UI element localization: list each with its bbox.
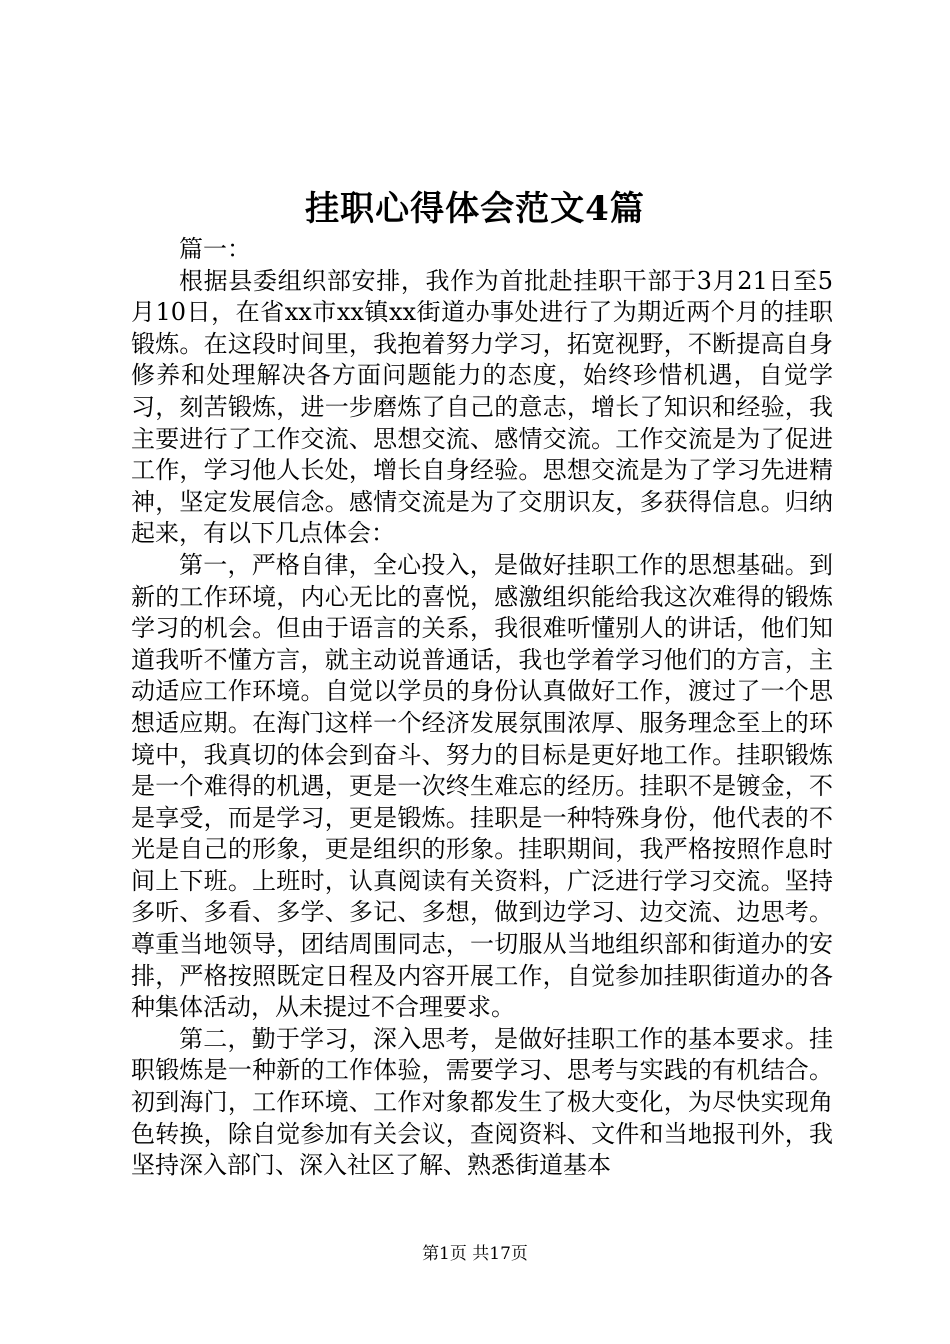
page-footer: 第1页 共17页 bbox=[422, 1244, 528, 1264]
document-body bbox=[131, 234, 833, 1182]
body-paragraph-first: 第一，严格自律，全心投入，是做好挂职工作的思想基础。到新的工作环境，内心无比的喜悦，感激组织能给我这次难得的锻炼学习的机会。但由于语言的关系，我很难听懂别人的讲话，他们知道我听不懂方言，就主动说普通话，我也学着学习他们的方言，主动适应工作环境。自觉以学员的身份认真做好工作，渡过了一个思想适应期。在海门这样一个经济发展氛围浓厚、服务理念至上的环境中，我真切的体会到奋斗、努力的目标是更好地工作。挂职锻炼是一个难得的机遇，更是一次终生难忘的经历。挂职不是镀金，不是享受，而是学习，更是锻炼。挂职是一种特殊身份，他代表的不光是自己的形象，更是组织的形象。挂职期间，我严格按照作息时间上下班。上班时，认真阅读有关资料，广泛进行学习交流。坚持多听、多看、多学、多记、多想，做到边学习、边交流、边思考。尊重当地领导，团结周围同志，一切服从当地组织部和街道办的安排，严格按照既定日程及内容开展工作，自觉参加挂职街道办的各种集体活动，从未提过不合理要求。 bbox=[131, 550, 833, 1022]
body-paragraph-second: 第二，勤于学习，深入思考，是做好挂职工作的基本要求。挂职锻炼是一种新的工作体验，需要学习、思考与实践的有机结合。初到海门，工作环境、工作对象都发生了极大变化，为尽快实现角色转换，除自觉参加有关会议，查阅资料、文件和当地报刊外，我坚持深入部门、深入社区了解、熟悉街道基本 bbox=[131, 1024, 833, 1180]
section-heading: 篇一： bbox=[179, 235, 251, 263]
document-title: 挂职心得体会范文4篇 bbox=[305, 189, 645, 229]
body-paragraph-intro: 根据县委组织部安排，我作为首批赴挂职干部于3月21日至5月10日，在省xx市xx镇xx街道办事处进行了为期近两个月的挂职锻炼。在这段时间里，我抱着努力学习，拓宽视野，不断提高自身修养和处理解决各方面问题能力的态度，始终珍惜机遇，自觉学习，刻苦锻炼，进一步磨炼了自己的意志，增长了知识和经验，我主要进行了工作交流、思想交流、感情交流。工作交流是为了促进工作，学习他人长处，增长自身经验。思想交流是为了学习先进精神，坚定发展信念。感情交流是为了交朋识友，多获得信息。归纳起来，有以下几点体会： bbox=[131, 266, 833, 548]
